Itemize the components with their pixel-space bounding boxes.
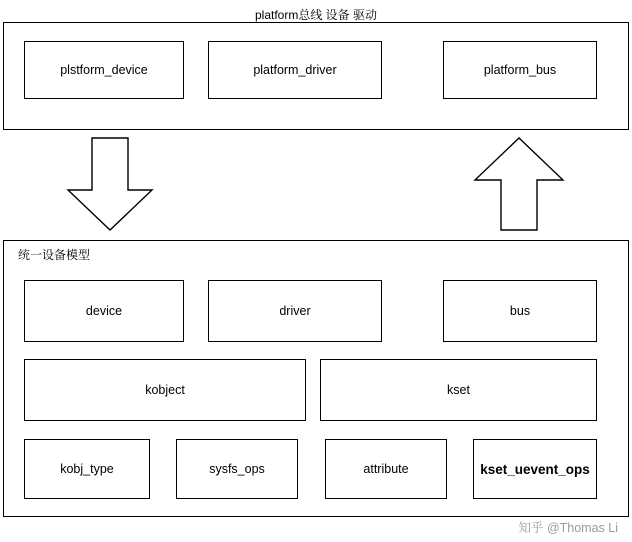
box-driver: driver	[208, 280, 382, 342]
box-plstform-device: plstform_device	[24, 41, 184, 99]
watermark	[518, 518, 618, 536]
box-bus: bus	[443, 280, 597, 342]
box-platform-bus: platform_bus	[443, 41, 597, 99]
down-arrow-icon	[66, 136, 154, 237]
box-kset: kset	[320, 359, 597, 421]
box-platform-driver: platform_driver	[208, 41, 382, 99]
box-sysfs-ops: sysfs_ops	[176, 439, 298, 499]
box-device: device	[24, 280, 184, 342]
box-kset-uevent-ops: kset_uevent_ops	[473, 439, 597, 499]
platform-bus-panel-title: platform总线 设备 驱动	[254, 8, 378, 22]
box-kobject: kobject	[24, 359, 306, 421]
box-kobj-type: kobj_type	[24, 439, 150, 499]
up-arrow-icon	[473, 136, 565, 237]
box-attribute: attribute	[325, 439, 447, 499]
watermark-text: 知乎 @Thomas Li	[518, 521, 618, 535]
unified-device-model-panel-title: 统一设备模型	[18, 248, 91, 262]
